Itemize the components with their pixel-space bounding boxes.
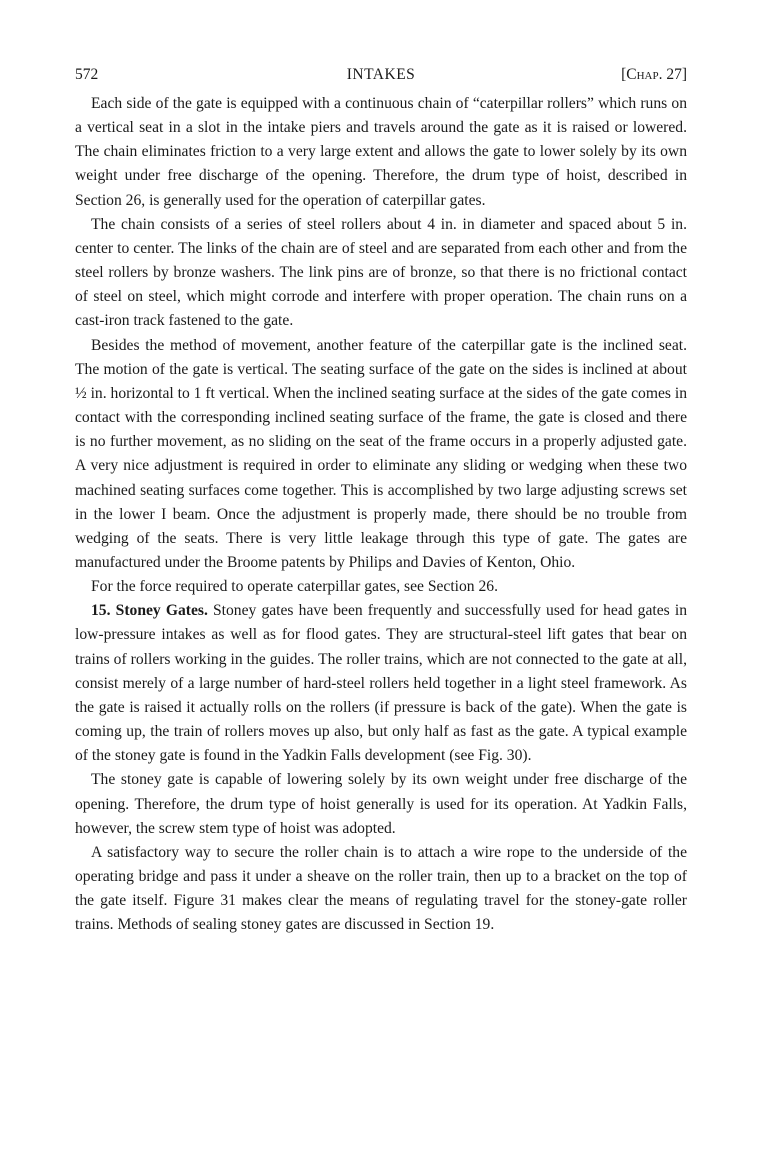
running-title: INTAKES [346, 66, 416, 83]
body-text [75, 92, 687, 937]
section-title: Stoney Gates. [115, 602, 208, 620]
paragraph-chain-construction: The chain consists of a series of steel rollers about 4 in. in diameter and spaced about 5 in. center to center. The links of the chain are of steel and are separated from each other and from the steel rollers by bronze washers. The link pins are of bronze, so that there is no frictional contact of steel on steel, which might corrode and interfere with proper operation. The chain runs on a cast-iron track fastened to the gate. [75, 215, 687, 330]
paragraph-force-reference: For the force required to operate caterpillar gates, see Section 26. [91, 578, 498, 596]
chapter-label: Chap. [626, 66, 663, 83]
paragraph-caterpillar-rollers: Each side of the gate is equipped with a continuous chain of “caterpillar rollers” which runs on a vertical seat in a slot in the intake piers and travels around the gate as it is raised or lowered. The chain eliminates friction to a very large extent and allows the gate to lower solely by its own weight under free discharge of the opening. Therefore, the drum type of hoist, described in Section 26, is generally used for the operation of caterpillar gates. [75, 95, 687, 209]
chapter-bracket: [ [621, 66, 627, 83]
paragraph-stoney-lowering: The stoney gate is capable of lowering solely by its own weight under free discharge of the opening. Therefore, the drum type of hoist generally is used for its operation. At Yadkin Falls, however, the screw stem type of hoist was adopted. [75, 771, 687, 837]
page-number: 572 [75, 66, 99, 83]
paragraph-inclined-seat: Besides the method of movement, another feature of the caterpillar gate is the inclined seat. The motion of the gate is vertical. The seating surface of the gate on the sides is inclined at about ½ in. horizontal to 1 ft vertical. When the inclined seating surface at the sides of the gate comes in contact with the corresponding inclined seating surface of the frame, the gate is closed and there is no further movement, as no sliding on the seat of the frame occurs in a properly adjusted gate. A very nice adjustment is required in order to eliminate any sliding or wedging when these two machined seating surfaces come together. This is accomplished by two large adjusting screws set in the lower I beam. Once the adjustment is properly made, there should be no trouble from wedging of the seats. There is very little leakage through this type of gate. The gates are manufactured under the Broome patents by Philips and Davies of Kenton, Ohio. [75, 336, 688, 571]
running-head [75, 66, 687, 90]
section-text: Stoney gates have been frequently and successfully used for head gates in low-pressure intakes as well as for flood gates. They are structural-steel lift gates that bear on trains of rollers working in the guides. The roller trains, which are not connected to the gate at all, consist merely of a large number of hard-steel rollers held together in a light steel framework. As the gate is raised it actually rolls on the rollers (if pressure is back of the gate). When the gate is coming up, the train of rollers moves up also, but only half as fast as the gate. A typical example of the stoney gate is found in the Yadkin Falls development (see Fig. 30). [75, 602, 687, 765]
paragraph-roller-chain: A satisfactory way to secure the roller chain is to attach a wire rope to the underside of the operating bridge and pass it under a sheave on the roller train, then up to a bracket on the top of the gate itself. Figure 31 makes clear the means of regulating travel for the stoney-gate roller trains. Methods of sealing stoney gates are discussed in Section 19. [75, 843, 687, 934]
chapter-number: 27] [662, 66, 687, 83]
chapter-reference [621, 66, 687, 84]
section-stoney-gates [75, 599, 687, 768]
book-page [75, 66, 687, 937]
section-number: 15. [91, 602, 111, 620]
